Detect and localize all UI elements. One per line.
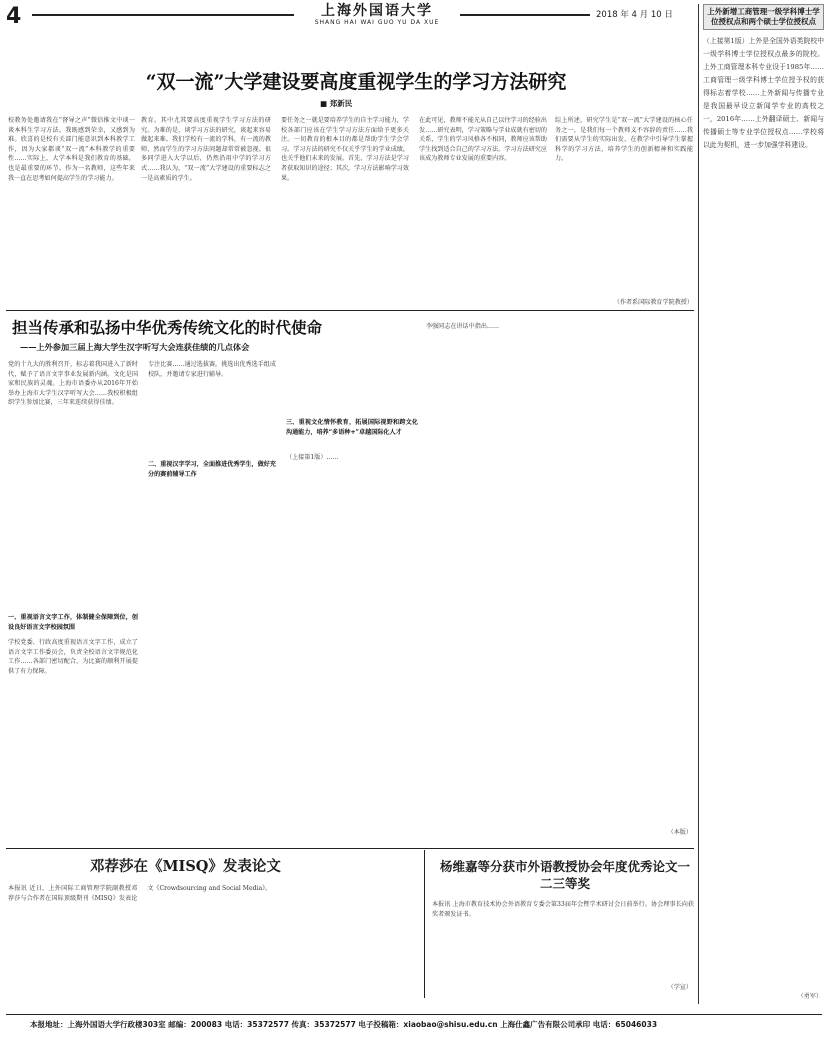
footer-text: 本报地址：上海外国语大学行政楼303室 邮编：200083 电话：35372577 传真：35372577 电子投稿箱：xiaobao@shisu.edu.cn 上海仕鑫广告有限公司承印 电话：65046033 <box>30 1020 658 1029</box>
article2-heading2: 二、重视汉字学习，全面推进优秀学生，做好充分的赛前辅导工作 <box>148 461 276 478</box>
article1-col3: 要任务之一就是要培养学生的自主学习能力，学校各部门应该在学生学习方法方面给予更多关注。一切教育的根本目的都是帮助学生学会学习。学习方法的研究不仅关乎学生的学业成绩，也关乎他们未来的发展。首先，学习方法是学习者获取知识的途径；其次，学习方法影响学习效果。 <box>281 117 409 182</box>
article2-col1: 党的十九大的胜利召开，标志着我国进入了新时代，赋予了语言文字事业发展新内涵。文化是国家和民族的灵魂。上海市语委办从2016年开始举办上海市大学生汉字听写大会……我校积极组织学生参加比赛，三年来连续获得佳绩。 <box>8 361 138 407</box>
article3-text: 本报讯 近日，上外国际工商管理学院副教授邓荐莎与合作者在国际顶级期刊《MISQ》发表论文《Crowdsourcing and Social Media》。 <box>8 885 272 902</box>
article4-divider <box>424 850 425 998</box>
masthead-rule-left <box>32 14 294 16</box>
sidebar <box>698 4 824 1004</box>
article4-text: 本报讯 上海市教育技术协会外语教育专委会第33届年会暨学术研讨会日前举行。协会理事长向获奖者颁发证书。 <box>432 901 694 918</box>
article2-title: 担当传承和弘扬中华优秀传统文化的时代使命 <box>12 318 323 337</box>
article1-note: （作者系国际教育学院教授） <box>613 299 693 306</box>
article2-col2: 学校党委、行政高度重视语言文字工作，成立了语言文字工作委员会，负责全校语言文字规范化工作……各部门密切配合，为比赛的顺利开展提供了有力保障。 <box>8 639 138 675</box>
sidebar-text: （上接第1版）上外是全国外语类院校中一级学科博士学位授权点最多的院校。上外工商管理本科专业设于1985年……工商管理一级学科博士学位授予权的获得标志着学校……上外新闻与传播专业是我国最早设立新闻学专业的高校之一，2016年……上外翻译硕士、新闻与传播硕士等专业学位授权点……学校将以此为契机，进一步加强学科建设。 <box>703 37 824 149</box>
sidebar-title: 上外新增工商管理一级学科博士学位授权点和两个硕士学位授权点 <box>703 4 824 30</box>
sidebar-note: （勇军） <box>797 993 822 1001</box>
paper-name: 上海外国语大学 <box>321 3 433 19</box>
article2-divider <box>6 848 694 849</box>
article1-author: ■ 郑新民 <box>320 99 353 108</box>
article1-divider <box>6 310 694 311</box>
article3-title: 邓荐莎在《MISQ》发表论文 <box>90 858 281 875</box>
article2-subtitle: ——上外参加三届上海大学生汉字听写大会连获佳绩的几点体会 <box>20 342 250 352</box>
footer-rule <box>6 1014 822 1015</box>
paper-name-logo <box>297 3 457 29</box>
page-number: 4 <box>6 4 22 29</box>
article1-col1: 校教务处邀请我在“督导之声”微信推文中谈一谈本科生学习方法。我既感到荣幸，又感到为难。欣喜的是校有关部门能意识到本科教学工作，因为大家都谈“双一流”本科教学的重要性……实际上，大学本科是我们教育的基础，也是最重要的环节。作为一名教师，这些年来我一直在思考如何提高学生的学习能力。 <box>8 117 135 182</box>
article2-col3: 专注比赛……通过选拔赛，挑选出优秀选手组成校队，并邀请专家进行辅导。 <box>148 361 276 378</box>
article2-col5: 李强同志在讲话中指出…… <box>426 323 500 330</box>
article2-heading1: 一、重视语言文字工作，体制健全保障到位，创设良好语言文字校园氛围 <box>8 614 138 631</box>
article2-note: （本版） <box>667 829 692 836</box>
article4-note: （学宣） <box>667 984 692 991</box>
masthead-rule-right <box>460 14 590 16</box>
article1-col4: 在此可见，教师不能光从自己以往学习的经验出发……研究表明，学习策略与学业成就有密切的关系，学生的学习风格各不相同，教师应该帮助学生找到适合自己的学习方法。学习方法研究应该成为教师专业发展的重要内容。 <box>419 117 547 163</box>
article1-col2: 教育。其中尤其要高度重视学生学习方法的研究。为难的是，谈学习方法的研究，谈起来容易做起来难。我们学校有一流的学科，有一流的教师，然而学生的学习方法问题却常常被忽视。很多同学进入大学以后，仍然沿用中学的学习方式……我认为，“双一流”大学建设的重要标志之一是高素质的学生。 <box>141 117 271 182</box>
issue-date: 2018 年 4 月 10 日 <box>596 10 673 20</box>
article1-title: “双一流”大学建设要高度重视学生的学习方法研究 <box>145 71 567 93</box>
paper-pinyin: SHANG HAI WAI GUO YU DA XUE <box>314 19 440 26</box>
article1-col5: 综上所述，研究学生是“双一流”大学建设的核心任务之一，是我们每一个教师义不容辞的责任……我们需要从学生的实际出发，在教学中引导学生掌握科学的学习方法，培养学生的创新精神和实践能力。 <box>555 117 693 163</box>
article4-title: 杨维嘉等分获市外语教授协会年度优秀论文一二三等奖 <box>440 859 691 891</box>
article2-col4: （上接第1版）…… <box>286 454 339 461</box>
article2-heading3: 三、重视文化情怀教育，拓展国际视野和跨文化沟通能力，培养“多语种+”卓越国际化人才 <box>286 419 418 436</box>
